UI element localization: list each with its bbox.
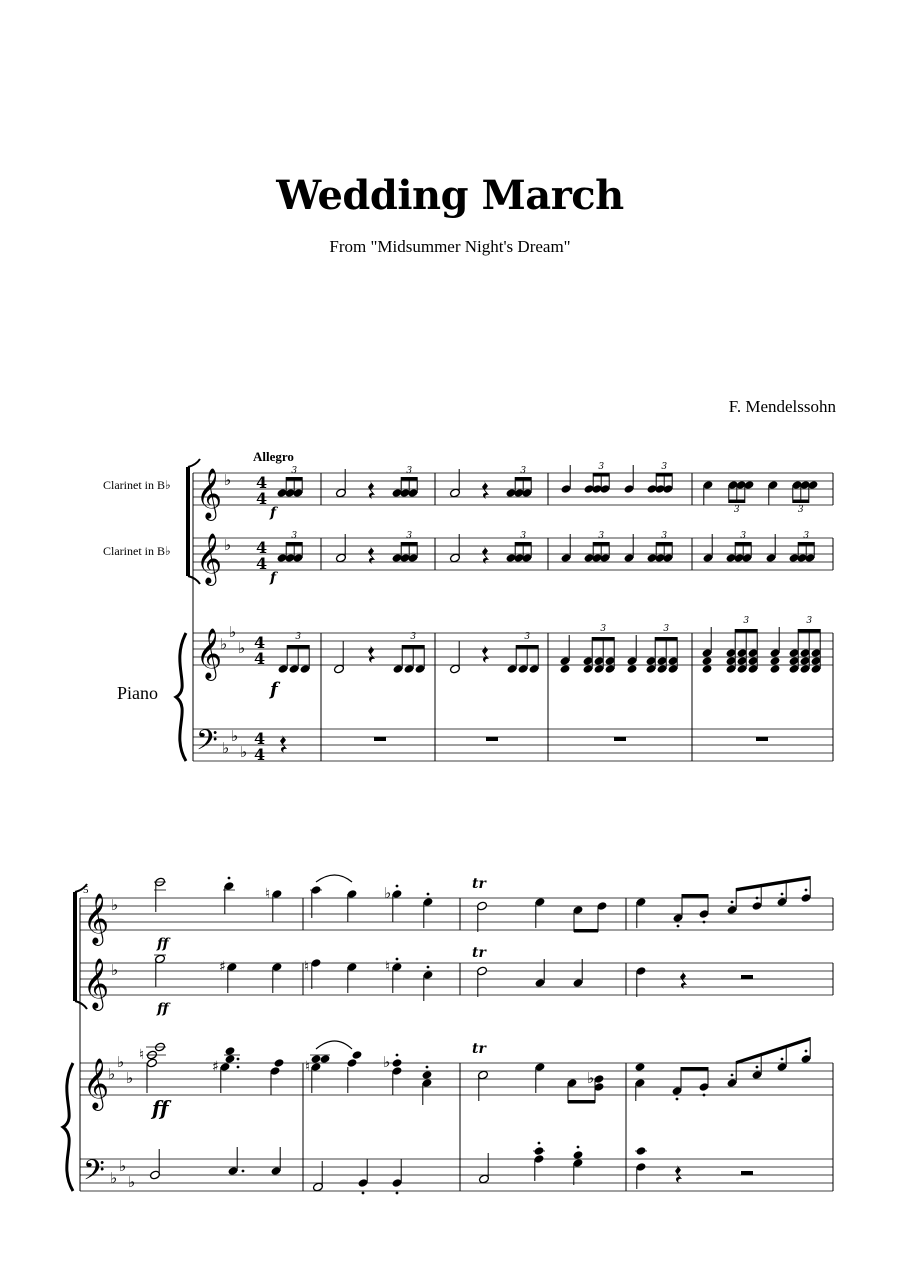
beam [736, 876, 810, 892]
piano-brace [176, 633, 186, 761]
notehead [319, 1054, 330, 1064]
beam [515, 542, 531, 546]
quarter-rest [482, 546, 489, 564]
tuplet-number: 3 [733, 505, 740, 515]
staccato-dot [396, 1054, 399, 1057]
flat-icon: ♭ [111, 961, 119, 979]
beam [593, 542, 609, 546]
beam [681, 1067, 708, 1071]
beam [568, 1100, 595, 1104]
notehead [701, 664, 712, 674]
piano-brace [63, 1063, 73, 1191]
clarinet-bracket [186, 467, 190, 576]
tuplet-number: 3 [740, 531, 747, 541]
quarter-rest [482, 481, 489, 499]
beam [655, 637, 677, 641]
time-signature-top: 4 [256, 538, 268, 557]
staccato-dot [577, 1146, 580, 1149]
beam [798, 542, 814, 546]
natural-icon: ♮ [305, 1059, 311, 1075]
tuplet-number: 3 [291, 531, 298, 541]
beam [515, 477, 531, 481]
staccato-dot [781, 1058, 784, 1061]
flat-icon: ♭ [117, 1053, 125, 1071]
whole-rest [486, 737, 498, 741]
beam [287, 645, 309, 649]
tuplet-number: 3 [806, 616, 813, 626]
staccato-dot [731, 901, 734, 904]
bass-clef-icon: 𝄢 [83, 1154, 105, 1194]
tuplet-number: 3 [520, 531, 527, 541]
staccato-dot [731, 1074, 734, 1077]
staccato-dot [676, 1098, 679, 1101]
staccato-dot [538, 1142, 541, 1145]
flat-icon: ♭ [110, 1169, 118, 1187]
beam [402, 645, 424, 649]
trill-marking: tr [472, 1041, 486, 1057]
beam [736, 1037, 810, 1065]
beam [735, 629, 757, 633]
trill-marking: tr [472, 945, 486, 961]
staccato-dot [677, 925, 680, 928]
tempo-marking: Allegro [253, 449, 294, 464]
staccato-dot [242, 1170, 245, 1173]
tuplet-number: 3 [406, 531, 413, 541]
half-rest [741, 975, 753, 979]
slur [316, 875, 352, 882]
notehead [701, 656, 712, 666]
flat-icon: ♭ [383, 1053, 391, 1071]
notehead [634, 1062, 645, 1072]
quarter-rest [368, 546, 375, 564]
beam [656, 473, 672, 477]
flat-icon: ♭ [126, 1069, 134, 1087]
dynamic-marking: ff [157, 1001, 169, 1017]
treble-clef-icon: 𝄞 [83, 958, 110, 1009]
beam [592, 637, 614, 641]
staccato-dot [426, 1066, 429, 1069]
clarinet-2-label: Clarinet in B♭ [103, 544, 171, 558]
notehead [224, 1046, 235, 1056]
quarter-rest [675, 1165, 682, 1183]
notehead [572, 1150, 583, 1160]
sharp-icon: ♯ [219, 959, 226, 975]
tuplet-number: 3 [598, 462, 605, 472]
tuplet-number: 3 [524, 632, 531, 642]
staccato-dot [396, 1192, 399, 1195]
flat-icon: ♭ [229, 623, 237, 641]
notehead [310, 1054, 321, 1064]
treble-clef-icon: 𝄞 [196, 468, 223, 519]
staccato-dot [703, 1094, 706, 1097]
quarter-rest [280, 735, 287, 753]
beam [682, 894, 708, 898]
treble-clef-icon: 𝄞 [196, 628, 223, 679]
notehead [146, 1058, 157, 1068]
flat-icon: ♭ [231, 727, 239, 745]
staccato-dot [805, 889, 808, 892]
beam [735, 542, 751, 546]
flat-icon: ♭ [220, 635, 228, 653]
natural-icon: ♮ [385, 959, 391, 975]
bass-clef-icon: 𝄢 [196, 724, 218, 764]
tuplet-number: 3 [295, 632, 302, 642]
notehead [346, 1058, 357, 1068]
beam [656, 542, 672, 546]
time-signature-bottom: 4 [256, 554, 268, 573]
staccato-dot [396, 958, 399, 961]
notehead [351, 1050, 362, 1060]
tuplet-number: 3 [520, 466, 527, 476]
beam [574, 929, 598, 933]
time-signature-top: 4 [256, 473, 268, 492]
treble-clef-icon: 𝄞 [83, 893, 110, 944]
tuplet-number: 3 [803, 531, 810, 541]
treble-clef-icon: 𝄞 [83, 1058, 110, 1109]
piano-label: Piano [117, 683, 159, 703]
time-signature-bottom: 4 [254, 745, 266, 764]
tuplet-number: 3 [661, 531, 668, 541]
flat-icon: ♭ [587, 1069, 595, 1087]
notehead [559, 664, 570, 674]
staccato-dot [427, 966, 430, 969]
flat-icon: ♭ [384, 884, 392, 902]
time-signature-bottom: 4 [256, 489, 268, 508]
staccato-dot [427, 893, 430, 896]
staccato-dot [362, 1192, 365, 1195]
notehead [273, 1058, 284, 1068]
tuplet-number: 3 [410, 632, 417, 642]
slur [316, 1041, 352, 1049]
flat-icon: ♭ [108, 1065, 116, 1083]
trill-marking: tr [472, 876, 486, 892]
natural-icon: ♮ [304, 959, 310, 975]
staccato-dot [396, 885, 399, 888]
beam [793, 500, 809, 504]
quarter-rest [680, 971, 687, 989]
whole-rest [374, 737, 386, 741]
staccato-dot [805, 1050, 808, 1053]
notehead [224, 1054, 235, 1064]
whole-rest [614, 737, 626, 741]
staccato-dot [703, 921, 706, 924]
beam [593, 473, 609, 477]
staccato-dot [237, 1066, 240, 1069]
dynamic-marking: f [270, 570, 277, 586]
beam [401, 542, 417, 546]
quarter-rest [368, 645, 375, 663]
notehead [391, 1058, 402, 1068]
beam [286, 542, 302, 546]
beam [798, 629, 820, 633]
clarinet-1-label: Clarinet in B♭ [103, 478, 171, 492]
flat-icon: ♭ [238, 639, 246, 657]
natural-icon: ♮ [139, 1047, 145, 1063]
tuplet-number: 3 [797, 505, 804, 515]
dynamic-marking: ff [157, 936, 169, 952]
dynamic-marking: f [270, 505, 277, 521]
beam [286, 477, 302, 481]
beam [729, 500, 745, 504]
flat-icon: ♭ [111, 896, 119, 914]
page-title: Wedding March [276, 172, 624, 219]
treble-clef-icon: 𝄞 [196, 533, 223, 584]
time-signature-bottom: 4 [254, 649, 266, 668]
staccato-dot [781, 893, 784, 896]
tuplet-number: 3 [291, 466, 298, 476]
notehead [769, 664, 780, 674]
dynamic-marking: ff [152, 1096, 169, 1120]
tuplet-number: 3 [661, 462, 668, 472]
time-signature-top: 4 [254, 633, 266, 652]
measure-number: 5 [83, 884, 89, 896]
sharp-icon: ♯ [212, 1059, 219, 1075]
half-rest [741, 1171, 753, 1175]
flat-icon: ♭ [240, 743, 248, 761]
tuplet-number: 3 [600, 624, 607, 634]
composer-name: F. Mendelssohn [728, 397, 836, 416]
flat-icon: ♭ [222, 739, 230, 757]
tuplet-number: 3 [406, 466, 413, 476]
flat-icon: ♭ [119, 1157, 127, 1175]
tuplet-number: 3 [598, 531, 605, 541]
natural-icon: ♮ [265, 886, 271, 902]
quarter-rest [368, 481, 375, 499]
staccato-dot [756, 1066, 759, 1069]
page-subtitle: From "Midsummer Night's Dream" [329, 237, 571, 256]
tuplet-number: 3 [663, 624, 670, 634]
beam [516, 645, 538, 649]
whole-rest [756, 737, 768, 741]
flat-icon: ♭ [128, 1173, 136, 1191]
flat-icon: ♭ [224, 536, 232, 554]
time-signature-top: 4 [254, 729, 266, 748]
flat-icon: ♭ [224, 471, 232, 489]
staccato-dot [756, 897, 759, 900]
dynamic-marking: f [270, 679, 278, 700]
notehead [626, 664, 637, 674]
staccato-dot [237, 1058, 240, 1061]
clarinet-bracket-s2 [73, 892, 77, 1001]
tuplet-number: 3 [743, 616, 750, 626]
staccato-dot [228, 877, 231, 880]
notehead [421, 1070, 432, 1080]
quarter-rest [482, 645, 489, 663]
notehead [769, 656, 780, 666]
beam [401, 477, 417, 481]
